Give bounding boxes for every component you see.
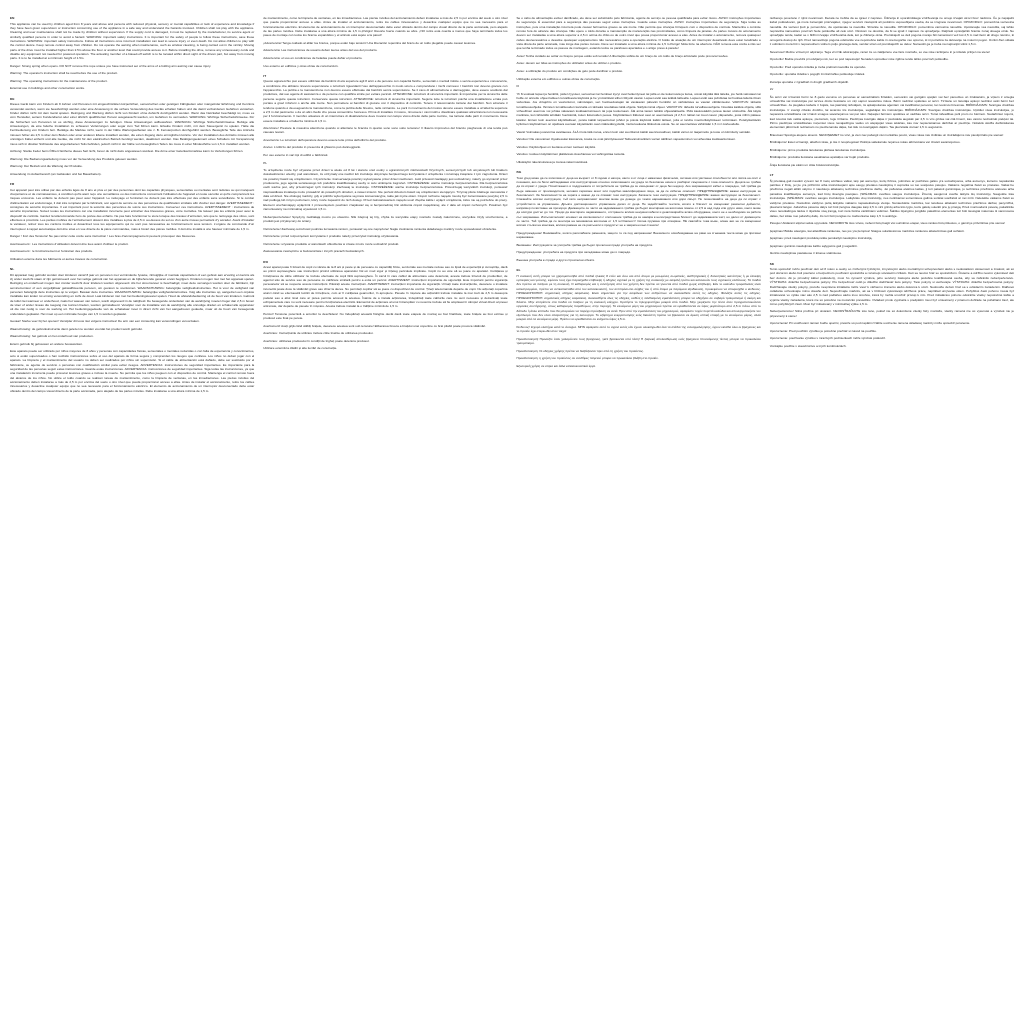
paragraph: Gevaar! Sterke veer bij het openen! Verwijder dit touw niet volgens instructies! De arm van een zonwering kan verwondingen veroorzaken. [10, 319, 200, 324]
paragraph: Ārēja lietošana pie ēkām un citās būvkonstrukcijās. [769, 162, 840, 167]
paragraph: Šo ierīci var izmantot bērni no 8 gadu vecuma un personas ar samazinātām fiziskām, sensorām vai garīgām spējām vai bez pieredzes un zināšanām, ja viņiem ir sniegta uzraudzība vai instrukcijas par ierīces drošu lietošanu un viņi saprot iesaistītos riskus. Bērni nedrīkst spēlēties ar ierīci. Tīrīšanu un lietotāja apkopi nedrīkst veikt bērni bez uzraudzības. Ja piegādes kabelis ir bojāts, tas jāaizstāj ražotājam, tā apkalpošanas aģentam vai kvalificētai personai, lai novērstu briesmas. BRĪDINĀJUMS: Svarīgas drošības instrukcijas. Ir svarīgi cilvēku drošību, lai ievērotu šīs instrukcijas, saglabājiet šīs instrukcijas. BRĪDINĀJUMS: Svarīgas drošības instrukcijas. Izpildiet visas instrukcijas, jo nepareiza uzstādīšana var izraisīt smagus savainojumus vai pat nāvi. Neļaujiet bērniem spēlēties ar vadības ierīci. Turiet tālvadības pulti prom no bērniem. Nedarbiniet nojumi, kad tuvumā tiek veikta apkope, piemēram, logu tīrīšana. Piedziņas kustīgās daļas ir jāuzstāda augstāk par 2,5 m virs grīdas vai citā līmenī, kas varētu nodrošināt piekļuvi tai. Pirms piedziņas uzstādīšanas noņemiet visus nevajadzīgos vadus un atspējojiet visas iekārtas, kas nav nepieciešamas darbībai ar piedziņu. Noliektā slēdža darbināšanas elementam jābūt tieši redzamam no piedzenamās daļas, bet tālu no kustīgajām daļām. Tas jāuzstāda vismaz 1,5 m augstumā. [769, 94, 1014, 130]
paragraph: Dieses Gerät kann von Kindern ab 8 Jahren und Personen mit eingeschränkten körperlichen, sensorischen oder geistigen Fähigkeiten oder mangelnder Erfahrung und Kenntnis verwendet werden, wenn sie beaufsichtigt werden oder eine Anweisung in die sichere Verwendung des Geräts erhalten haben und die damit verbundenen Gefahren verstehen. Kinder dürfen nicht mit dem Gerät spielen. Reinigung und Wartung dürfen nicht von Kindern ohne Aufsicht durchgeführt werden. Wenn das Netzkabel beschädigt ist, muss es vom Hersteller, seinem Kundendienst oder einer ähnlich qualifizierten Person ausgetauscht werden, um Gefahren zu vermeiden. WARNUNG: Wichtige Sicherheitshinweise. Für die Sicherheit von Personen ist es wichtig, diese Anweisungen zu befolgen. Diese Anweisungen aufbewahren. WARNUNG: Wichtige Sicherheitshinweise. Befolge alle Anweisungen, da eine falsche Installation zu schweren Verletzungen oder sogar zum Tod führen kann. Erlaube Kindern nicht, mit dem Steuergerät zu spielen. Halte die Fernbedienung von Kindern fern. Betätige die Markise nicht, wenn in der Nähe Wartungsarbeiten wie z. B. Fensterputzen durchgeführt werden. Bewegliche Teile des Antriebs müssen höher als 2,5 m über dem Boden oder einer anderen Ebene installiert werden, die einen Zugang dazu ermöglichen könnte. Vor der Installation des Antriebs müssen alle unnötigen Kabel entfernt und alle Geräte, die nicht für den elektrischen Betrieb benötigt werden, deaktiviert werden. Das Betätigungselement eines Schalters mit Vorspannung muss sich in direkter Sichtweite des angetriebenen Teils befinden, jedoch nicht in der Nähe von beweglichen Teilen. Es muss in einer Mindesthöhe von 1,5 m installiert werden. [10, 102, 255, 146]
language-section [517, 268, 761, 368]
paragraph: Cet appareil peut être utilisé par des enfants âgés de 8 ans et plus et par des personnes dont les capacités physiques, sensorielles ou mentales sont réduites ou qui manquent d'expérience et de connaissances, à condition qu'ils aient reçu une surveillance ou des instructions concernant l'utilisation de l'appareil en toute sécurité et qu'ils comprennent les risques encourus. Les enfants ne doivent pas jouer avec l'appareil. Le nettoyage et l'entretien ne doivent pas être effectués par des enfants sans surveillance. Si le cordon d'alimentation est endommagé, il doit être remplacé par le fabricant, son agent de service ou des personnes de qualification similaire afin d'éviter tout danger. AVERTISSEMENT : consignes de sécurité importantes. Il est important pour la sécurité des personnes de suivre ces instructions. Conserver ces instructions. AVERTISSEMENT : instructions de sécurité importantes. Suivez toutes les instructions car une installation incorrecte peut entraîner des blessures graves, voire mortelles. Ne laissez pas les enfants jouer avec le dispositif de contrôle. Gardez la télécommande hors de portée des enfants. Ne pas faire fonctionner le store lorsque des travaux d'entretien, tels que le nettoyage des vitres, sont effectués à proximité. Les parties mobiles de l'entraînement doivent être installées à plus de 2,5 m au-dessus du sol ou d'un autre niveau permettant d'y accéder. Avant d'installer le variateur, retirez tous les cordons inutiles et désactivez tous les équipements qui ne sont pas nécessaires au fonctionnement sous tension. L'organe de commande d'un interrupteur à rappel automatique doit être situé en vue directe de la pièce commandée, mais à l'écart des pièces mobiles. Il doit être installé à une hauteur minimale de 1,5 m. [10, 187, 255, 231]
column-1 [10, 16, 254, 399]
paragraph: Aviso: devem ser lidas as instruções do utilizador antes de utilizar o produto. [516, 61, 622, 66]
language-code-heading: IT [263, 73, 267, 78]
paragraph: Įspėjimas! Būkite atsargūs, kai atleidžiate rankenas, nes jos yra įtemptos! Staigus sulankstomos markizės rankenos atlaisvinimas gali sužaloti. [769, 228, 965, 233]
language-section [10, 16, 254, 91]
paragraph: Warnung: Der Betrieb und die Wartung der Produkte. [10, 164, 83, 169]
paragraph: Ostrzeżenie: używanie produktu w warunkach oblodzenia w czasie mrozu może uszkodzić produkt. [263, 241, 400, 246]
language-code-heading: NL [10, 267, 15, 272]
paragraph: Nevarnost! Močne vzmeti pri odpiranju. Tega vrvi NE odstranjujte, razen če so zaključene vse faze montaže, so vse roke razširjene in je izdelek pritrjen na steno! [769, 49, 991, 54]
paragraph: Brīdinājums! Esiet uzmanīgi, atlaižot rokas, jo tās ir nospriegotas! Pēkšņa saliekamās nojumes rokas atbrīvošana var izraisīt savainojumus. [769, 140, 961, 145]
paragraph: To urządzenie może być używane przez dzieci w wieku od 8 lat i starsze oraz osoby o ograniczonych zdolnościach fizycznych, sensorycznych lub umysłowych lub brakiem doświadczenia i wiedzy, pod warunkiem, że otrzymały one nadzór lub instrukcje dotyczące bezpiecznego korzystania z urządzenia i rozumieją związane z tym zagrożenia. Dzieci nie powinny bawić się urządzeniem. Czyszczenie i konserwacja powinny wykonywane przez dzieci nadzorem. Jeśli przewód zasilający jest uszkodzony, należy go wymienić przez producenta, jego agenta serwisowego lub podobnie kwalifikowanej osoby w celu uniknięcia zagrożeń. OSTRZEŻENIE: ważne instrukcje bezpieczeństwa. Dla bezpieczeństwa osób ważne jest, aby przestrzegać tych instrukcji. Zachowaj te instrukcje. OSTRZEŻENIE: ważne instrukcje bezpieczeństwa. Przestrzegaj wszystkich instrukcji, ponieważ nieprawidłowa instalacja może prowadzić do poważnych obrażeń, a nawet śmierci. Nie pozwól dzieciom bawić się urządzeniem sterującym. Trzymaj pilota zdalnego sterowania z dala od dzieci. Nie obsługuj markizy, gdy w pobliżu wykonywane są prace konserwacyjne, takie jak mycie okien. Części ruchome napędu muszą być zamontowane powyżej 2,5 m nad podłogą lub innym poziomem, który może zapewnić do nich dostęp. Przed zainstalowaniem napędu usuń zbędne kable i wyłącz urządzenia, które nie są potrzebne do pracy. Element uruchamiający wyłącznik z przesunięciem powinien znajdować się w bezpośredniej linii widzenia części napędzanej, ale z dala od części ruchomych. Powinien być zamontowany na minimalnej wysokości 1,5 m. [263, 168, 508, 212]
paragraph: Aviso! Tenha cuidado ao soltar os braços porque estão sob tensão! A libertação súbita de um braço de um toldo de braço articulado pode provocar lesões. [516, 53, 729, 58]
language-section [10, 267, 254, 393]
paragraph: Acest aparat poate fi folosit de copii cu vârsta de la 8 ani și peste și de persoane cu capacități fizice, senzoriale sau mentale reduse sau cu lipsă de experiență și cunoștințe, dacă au primit supraveghere sau instrucțiuni privind utilizarea aparatului într-un mod sigur și înțeleg pericolele implicate. Copiii nu au voie să se joace cu aparatul. Curățarea și întreținerea de către utilizator nu trebuie efectuate de copii fără supraveghere. În cazul în care cablul de alimentare este deteriorat, acesta trebuie înlocuit de producător, de agentul său de service sau de persoane cu calificare similară pentru a evita un pericol. AVERTISMENT: instrucțiuni importante de siguranță. Este important pentru siguranța persoanelor să se respecte aceste instrucțiuni. Păstrați aceste instrucțiuni. AVERTISMENT: instrucțiuni importante de siguranță. Urmați toate instrucțiunile, deoarece o instalare incorectă poate duce la vătămări grave sau chiar la deces. Nu permiteți copiilor să se joace cu dispozitivul de control. Țineți telecomanda departe de copii. Nu acționați copertina atunci când se efectuează lucrări de întreținere, cum ar fi curățarea geamurilor, în apropiere. Piesele în mișcare ale acționării trebuie instalate la mai mult de 2,5 m deasupra podelei sau a altui nivel care ar putea permite accesul la acestea. Înainte de a instala acționarea, îndepărtați toate cablurile care nu sunt necesare și dezactivați toate echipamentele care nu sunt necesare pentru funcționarea electrică. Elementul de acționare al unui întrerupător cu revenire trebuie să fie amplasat în câmpul vizual direct al piesei antrenate, dar departe de piesele în mișcare. Acesta trebuie instalat la o înălțime minimă de 1,5 m. [263, 265, 508, 309]
paragraph: Aviso: a utilização do produto em condições de gelo pode danificar o produto. [516, 69, 624, 73]
paragraph: Προειδοποίηση! Προσέξτε όταν χαλαρώνετε τους βραχίονες, γιατί βρίσκονται υπό τάση! Η ξαφνική απελευθέρωση ενός βραχίονα πτυσσόμενης τέντας μπορεί να προκαλέσει τραυματισμό. [516, 336, 761, 345]
instruction-text [263, 79, 507, 253]
paragraph: Uso externo en edificios y otras obras de construcción. [263, 63, 339, 68]
instruction-text [770, 267, 1014, 348]
paragraph: Anwendung im Außenbereich (an Gebäuden und bei Bauarbeiten). [10, 171, 102, 176]
paragraph: Κίνδυνος! Ισχυρό ελατήριο κατά το άνοιγμα. ΜΗΝ αφαιρείτε αυτό το σχοινί εκτός εάν έχουν ολοκληρωθεί όλα τα στάδια της συναρμολόγησης, έχουν εκταθεί όλοι οι βραχίονες και το προϊόν έχει στερεωθεί στον τοίχο! [516, 324, 761, 334]
paragraph: Upozornenie: Pred použitím výrobku je potrebné prečítať si návod na použitie. [769, 328, 877, 333]
paragraph: Внимание: Инструкциите за употреба трябва да бъдат прочетени преди употреба на продукта. [516, 242, 653, 247]
paragraph: Pavojus! Atidarant stipriai veikia spyruoklė. NENUIMKITE šios virvės, nebent būtų baigti visi surinkimo etapai, visos rankos būtų ištiestos, o gaminys pritvirtintas prie sienos! [769, 221, 1006, 226]
language-code-heading: SK [769, 261, 775, 266]
paragraph: Niebezpieczeństwo! Sprężyny zadziałają mocno po otwarciu. NIE zdejmuj tej liny, chyba że wszystkie etapy montażu zostały zakończone, wszystkie trzyły uruchomione, a produkt jest przykręcony do ściany. [263, 214, 508, 224]
language-section [10, 97, 254, 176]
paragraph: Utilizare externă la clădiri și alte lucrări de construcție. [263, 346, 338, 351]
language-code-heading: LT [769, 173, 774, 178]
paragraph: Extern gebruik bij gebouwen en andere bouwwerken. [10, 341, 83, 346]
paragraph: Varoitus! Ole varovainen löysätessäsi käsivarsia, koska ne ovat jännityksessä! Taittovarsimarkiisin varren äkillinen vapautuminen voi aiheuttaa loukkaantumisen. [516, 137, 736, 142]
paragraph: Zastosowanie zewnętrzne w budownictwie i innych pracach budowlanych. [263, 249, 365, 254]
paragraph: Vaara! Voimakas jousivoima avattaessa. ÄLÄ irrota tätä narua, ennen kuin olet suorittanut kaikki asennusvaiheet, kaikki varret on laajennettu ja tuote on kiinnitetty seinään. [516, 129, 751, 134]
column-2 [263, 16, 507, 357]
instruction-text [10, 273, 254, 393]
paragraph: Šį prietaisą gali naudoti vyresni nei 8 metų amžiaus vaikai, taip pat asmenys, kurių fizinės, jutiminės ar psichinės galios yra sumažėjusios, arba asmenys, kuriems nepakanka patirties ir žinių, jei jie yra prižiūrimi arba instruktuojami apie saugų prietaiso naudojimą ir supranta su tuo susijusius pavojus. Vaikams negalima žaisti su prietaisu. Vaikai be priežiūros negali atlikti valymo ir naudotojo atliekamų techninės priežiūros darbų. Jei pažeistas elektros laidas, jį turi pakeisti gamintojas, jo techninės priežiūros atstovas arba panašios kvalifikacijos asmenys, kad būtų išvengta pavojaus. ĮSPĖJIMAS: svarbios saugos instrukcijos. Žmonių saugumui svarbu laikytis šių instrukcijų. Saugokite šias instrukcijas. ĮSPĖJIMAS: svarbios saugos instrukcijos. Laikykitės visų instrukcijų, nes netinkamai sumontavus galima sunkiai susižaloti ar net mirti. Neleiskite vaikams žaisti su valdymo prietaisu. Nuotolinio valdymo pultą laikykite vaikams nepasiekiamoje vietoje. Nenaudokite markizės, kai netoliese atliekami techninės priežiūros darbai, pavyzdžiui, plaunami langai. Judančios pavaros dalys turi būti įrengtos daugiau kaip 2,5 m virš grindų arba kito lygio, kuris galėtų suteikti prie jų prieigą. Prieš montuodami pavarą, pašalinkite visus nereikalingus laidus ir išjunkite visą įrangą, kuri nėra būtina varikliniam veikimui. Šališko išjungimo jungiklio paleidimo elementas turi būti tiesiogiai matomas iš varomosios dalies, bet toliau nuo judančių dalių. Jis turi būti įrengtas ne mažesniame kaip 1,5 m aukštyje. [769, 178, 1014, 218]
language-section [263, 74, 507, 254]
instruction-text [10, 102, 254, 176]
language-section [770, 173, 1014, 255]
paragraph: Vonkajšie použitie v stavebníctve a iných konštrukciách. [769, 343, 847, 348]
paragraph: Предупреждение! Внимавайте, когато разхлабвате рамената, защото те са под напрежение! Внезапното освобождаване на рамо на сгъваема тента може да причини нараняване. [516, 230, 761, 240]
paragraph: Varoitus: Käyttöohjeet on luettava ennen tuotteen käyttöä. [516, 144, 596, 149]
instruction-text [263, 16, 507, 68]
paragraph: Brīdinājums: pirms produkta lietošanas jāizlasa lietošanas instrukcijas. [769, 147, 867, 152]
instruction-text [517, 274, 761, 368]
paragraph: Opozorilo: uporaba izdelka v pogojih zmrzali lahko poškoduje izdelek. [769, 72, 866, 77]
instruction-text [770, 179, 1014, 256]
paragraph: LV [769, 87, 774, 92]
instruction-text [263, 265, 507, 350]
paragraph: Dit apparaat mag gebruikt worden door kinderen vanaf 8 jaar en personen met verminderde fysieke, zintuiglijke of mentale capaciteiten of een gebrek aan ervaring en kennis als zij onder toezicht staan of zijn geïnstrueerd over het veilige gebruik van het apparaat en de bijbehorende gevaren ervan begrijpen. Kinderen mogen niet met het apparaat spelen. Reiniging en onderhoud mogen niet zonder toezicht door kinderen worden uitgevoerd. Als het stroomsnoer is beschadigd, moet deze vervangen worden door de fabrikant, zijn servicemonteur of een vergelijkbaar gekwalificeerde persoon, om gevaren te voorkomen. WAARSCHUWING: belangrijke veiligheidsinstructies. Het is voor de veiligheid van personen belangrijk deze instructies op te volgen. Bewaar deze instructies. WAARSCHUWING: belangrijke veiligheidsinstructies. Volg alle instructies op, aangezien een onjuiste installatie kan leiden tot ernstig verwonding en zelfs de dood. Laat kinderen niet met het bedieningstoestel spelen. Houd de afstandsbediening uit de buurt van kinderen. Gebruik de luifel niet wanneer er onderhoud, zoals het wassen van ramen, wordt uitgevoerd in de nabijheid. De bewegende onderdelen van de aandrijving moeten hoger dan 2,5 m boven de vloer of ander niveau die toegang zou kunnen bieden, worden geïnstalleerd. Verwijder voor de installatie van de aandrijving alle onnodige draden en schakel alle apparatuur uit die niet nodig is voor de werking uit. Het bedieningsgedeelte van de schakelaar moet in direct zicht van het aangedreven gedeelte, maar uit de buurt van bewegende onderdelen geplaatst. Het moet op een minimale hoogte van 1,5 m worden geplaatst. [10, 272, 255, 316]
language-code-heading: EN [10, 16, 15, 20]
paragraph: PL [263, 160, 268, 165]
language-code-heading: BG [516, 170, 522, 174]
paragraph: Предупреждение: употребата на продукта при заледяване може да го повреди. [516, 250, 631, 255]
paragraph: Attenzione! Prestare la massima attenzione quando si allentano le braccia in quanto sono sono sotto tensione! Il rilascio improvviso del braccio pieghevole di una tenda può causare lesioni. [263, 126, 508, 135]
paragraph: Įspėjimas: gaminio naudojimas šalčio sąlygomis gali jį sugadinti. [769, 243, 858, 248]
paragraph: Brīdinājums: produkta lietošana sasalšanas apstākļos var bojāt produktu. [769, 155, 870, 160]
paragraph: Questo apparecchio può essere utilizzato da bambini di età superiore agli 8 anni e da persone con capacità fisiche, sensoriali o mentali ridotte o senza esperienza e conoscenza, a condizione che abbiano ricevuto supervisione o istruzioni riguardanti l'uso dell'apparecchio in modo sicuro e comprendano i rischi connessi. I bambini non devono giocare con l'apparecchio. La pulizia e la manutenzione non devono essere effettuate dai bambini senza supervisione. Se il cavo di alimentazione è danneggiato, deve essere sostituito dal produttore, dal suo agente di assistenza o da persone con qualifica simile per evitare pericoli. ATTENZIONE: istruzioni di sicurezza importanti. È importante per la sicurezza delle persone seguire queste istruzioni. Conservare queste istruzioni. ATTENZIONE: istruzioni di sicurezza importanti. Seguire tutte le istruzioni poiché una installazione errata può portare a gravi infortuni o anche alla morte. Non permettere ai bambini di giocare con il dispositivo di controllo. Tenere il telecomando lontano dai bambini. Non azionare il tendone quando è da eseguendo la manutenzione, come la pulizia delle finestre, nelle vicinanze. Le parti in movimento del motore devono essere installate a un'altezza superiore a 2,5 m dal pavimento o da un altro livello che possa consentirne l'accesso. Prima di installare il motore, rimuovere i cavi inutili e disattivare qualsiasi attrezzatura non necessaria per il funzionamento. Il membro attuatore di un interruttore di disattivazione deve trovarsi nel campo visivo diretto della parte motrice, ma lontano dalle parti in movimento. Deve essere installato a un'altezza minima di 1,5 m. [263, 79, 508, 123]
paragraph: FI [516, 84, 520, 89]
language-code-heading: RO [263, 259, 269, 264]
paragraph: Warning: The operator's instruction shall be read before the use of the product. [10, 71, 118, 76]
paragraph: Per uso esterno in vari tipi di edifici e fabbricati. [263, 153, 329, 157]
column-3 [517, 16, 761, 374]
paragraph: Varoitus: tuotteen käyttäminen jäätävissä olosuhteissa voi vahingoittaa tuotetta. [516, 152, 626, 157]
paragraph: Waarschuwing: het gebruik en het onderhoud van producten. [10, 334, 94, 339]
paragraph: Yli 8-vuotiaat lapset ja henkilöt, joiden fyysiset, sensoriset tai henkiset kyvyt ovat heikentyneet tai joilla ei ole kokemusta ja tietoa, voivat käyttää tätä laitetta, jos heitä valvotaan tai heille on annettu ohjeet laitteen turvallisesta käytöstä ja he ymmärtävät siihen liittyvät vaarat. Lapset eivät saa leikkiä laitteella. Lapset eivät saa puhdistaa tai huoltaa laitetta ilman valvontaa. Jos virtajohto on vaurioitunut, valmistajan, sen huoltoedustajan tai vastaavan pätevän henkilön on vaihdettava se vaaran välttämiseksi. VAROITUS: tärkeitä turvallisuusohjeita. Ihmisten turvallisuuden kannalta on tärkeää noudattaa näitä ohjeita. Säilytä nämä ohjeet. VAROITUS: tärkeitä turvallisuusohjeita. Noudata kaikkia ohjeita, sillä virheellinen asennus voi johtaa vakavaan loukkaantumiseen tai jopa kuolemaan. Älä anna lasten leikkiä ohjauslaitteella. Pidä kaukosäädin poissa lasten ulottuvilta. Älä käytä markiisia, kun lähistöllä tehdään huoltotöitä, kuten ikkunoiden pesua. Käyttölaitteen liikkuvat osat on asennettava yli 2,5 m lattian tai muun tason yläpuolelle, josta niihin pääsee käsiksi. Ennen kuin asennat käyttölaitteen, poista kaikki tarpeettomat johdot ja poista käytöstä kaikki laitteet, joita ei tarvita moottorikäyttöiseen toimintaan. Poiskytkettävän kytkimen käyttöelimen on sijaittava suoraan käytettävän osan näköetäisyydellä, mutta kaukana liikkuvista osista. Se on asennettava vähintään 1,5 m:n korkeudelle. [516, 91, 761, 126]
paragraph: Avviso: L'utilizzo del prodotto in presenza di ghiaccio può danneggiarlo. [263, 145, 362, 150]
paragraph: Ostrzeżenie! Zachowaj ostrożność podczas luzowania ramion, ponieważ są one naprężone! Nagłe zwolnienie ramienia składanego markizy może spowodować obrażenia. [263, 226, 497, 231]
paragraph: Avertisment! Aveți grijă când slăbiți brațele, deoarece acestea sunt sub tensiune! Eliberarea brusca a brațului unei copertine cu brat pliabil poate provoca vătămări. [263, 323, 487, 328]
paragraph: Avertissement : le fonctionnement et l'entretien des produits. [10, 249, 93, 254]
paragraph: Išorinis naudojimas pastatuose ir kituose statiniuose. [769, 251, 843, 256]
paragraph: Pericol! Tensiune puternică a arcurilor la deschidere! Nu îndepărtați această frânghie decât dacă toate etapele de montaj au fost finalizate, toate brațele au fost extinse și produsul este fixat pe perete. [263, 311, 508, 321]
language-code-heading: EL [516, 268, 521, 273]
language-section [263, 16, 507, 68]
paragraph: Avvertenza: Le istruzioni dell'operatore devono essere lette prima dell'utilizzo del prodotto. [263, 137, 387, 142]
language-section [263, 260, 507, 351]
language-section [517, 16, 761, 164]
paragraph: External use in buildings and other construction works. [10, 86, 85, 91]
instruction-text [517, 176, 761, 263]
paragraph: Προειδοποίηση: η χρήση του προϊόντος σε συνθήκες παγετού μπορεί να προκαλέσει βλάβη στο προϊόν. [516, 356, 659, 361]
paragraph: Този уред може да се използва от деца на възраст от 8 години и нагоре, както и от лица с намалени физически, сетивни или умствени способности или липса на опит и познания, ако са били наблюдавани или инструктирани относно използването на уреда по безопасен начин и разбират свързаните с това опасности. Децата не трябва да си играят с уреда. Почистването и поддръжката от потребителя не трябва да се извършват от деца без надзор. Ако захранващият кабел е повреден, той трябва да бъде заменен от производителя, неговия сервизен агент или подобно квалифицирани лица, за да се избегне опасност. ПРЕДУПРЕЖДЕНИЕ: важни инструкции за безопасност. За безопасността на хората е важно да се спазват тези инструкции. Запазете тези инструкции. ПРЕДУПРЕЖДЕНИЕ: важни инструкции за безопасност. Спазвайте всички инструкции, тъй като неправилният монтаж може да доведе до тежки наранявания или дори смърт. Не позволявайте на деца да си играят с устройството за управление. Дръжте дистанционното управление далеч от деца. Не задействайте тентата, когато в близост се извършват ремонтни дейности, например почистване на прозорци. Движещите се части на задвижването трябва да бъдат монтирани на височина повече от 2,5 м над пода или друго ниво, което може да осигури достъп до тях. Преди да монтирате задвижването, отстранете всички ненужни кабели и деактивирайте всяко оборудване, което не е необходимо за работа със захранване. Изпълнителният елемент на изключвател с отклонение трябва да се намира в непосредствена близост до задвижваната част, но далеч от движещите се части. Той трябва да се монтира на минимална височина от 1,5 м.Опасност! Силна пружина при отваряне. НЕ сваляйте това въже, освен ако не са завършени всички стъпки на монтажа, всички рамена не са разгънати и продуктът не е закрепен към стената! [516, 175, 761, 228]
instruction-text [10, 22, 254, 91]
paragraph: Tento spotrebič môžu používať deti od 8 rokov a osoby so zníženými fyzickými, zmyslovými alebo mentálnymi schopnosťami alebo s nedostatkom skúseností a znalostí, ak sú pod dozorom alebo boli poučené o bezpečnom používaní spotrebiča a rozumejú súvisiacim rizikám. Deti sa nesmú hrať so spotrebičom. Čistenie a údržbu nesmú vykonávať deti bez dozoru. Ak je prívodný kábel poškodený, musí ho vymeniť výrobca, jeho servisný zástupca alebo podobne kvalifikovaná osoba, aby sa zabránilo nebezpečenstvu. VÝSTRAHA: dôležité bezpečnostné pokyny. Pre bezpečnosť osôb je dôležité dodržiavať tieto pokyny. Tieto pokyny si uschovajte. VÝSTRAHA: dôležité bezpečnostné pokyny. Dodržiavajte všetky pokyny, pretože nesprávna inštalácia môže viesť k vážnemu zraneniu alebo dokonca k smrti. Nedovoľte deťom hrať sa s ovládacím zariadením. Diaľkové ovládanie uchovávajte mimo dosahu detí. Nepoužívajte markízu, ak sa v blízkosti vykonávajú údržbové práce, napríklad umývanie okien. Pohyblivé časti pohonu musia byť inštalované vo výške viac ako 2,5 m nad podlahou alebo inou úrovňou, ktorá by mohla umožniť prístup k nim. Pred inštaláciou pohonu odstráňte všetky nepotrebné káble a vypnite všetky zariadenia, ktoré nie sú potrebné na motorickú prevádzku. Ovládací prvok vypínača s predpätím musí byť umiestnený v priamom dohľade na poháňanú časť, ale mimo pohyblivých častí. Musí byť inštalovaný v minimálnej výške 1,5 m. [769, 267, 1014, 306]
instruction-text [770, 16, 1014, 167]
paragraph: Se o cabo de alimentação estiver danificado, ele deve ser substituído pelo fabricante, agente de serviço ou pessoa qualificada para evitar riscos. AVISO: instruções importantes de segurança. É essencial para a segurança das pessoas seguir estas instruções. Guarde estas instruções. AVISO: instruções importantes de segurança. Siga todas as instruções, pois uma instalação incorreta pode causar ferimentos graves ou até morte. Não permita que crianças brinquem com o dispositivo de controle. Mantenha o controle remoto fora do alcance das crianças. Não opere o toldo durante a manutenção de manutenção nas proximidades, como limpeza de janelas. As partes móveis do acionamento devem ser instaladas a uma altura superior a 2,5 m acima do chão ou de outro nível que possa proporcionar acesso a elas. Antes de instalar o acionamento, remova quaisquer cabos desnecessários e desative quaisquer equipamentos não necessários para a operação elétrica. O botão de atuação de um interruptor desativado deve estar localizado a vista direta da parte acionada, mas longe das partes móveis. Deve ser instalado a uma altura mínima de 1,5 m.Perigo! Mola forte na abertura. NÃO remova esta corda a não ser que tenha terminado todos os passos de montagem, estando todos os parafusos apertados e o artigo preso à parede! [516, 16, 761, 51]
language-section [10, 182, 254, 261]
paragraph: Danger ! Fort des Tensions! Ne pas retirer cette corde sans instruction ! Les bras d'accompagnement peuvent provoquer des blessures. [10, 234, 196, 239]
paragraph: Achtung: Starke Feder beim Öffnen! Entferne dieses Seil nicht, bevor du nicht dazu angewiesen wurdest. Die Arme einer Gelenkarmmarkise kann zu Verletzungen führen. [10, 149, 244, 154]
paragraph: Upozornenie: používanie výrobku v mrazivých podmienkach môže výrobok poškodiť. [769, 336, 886, 341]
paragraph: Avertissement : Les instructions d'utilisation doivent être lues avant d'utiliser le produit. [10, 241, 129, 246]
paragraph: Advertencia: Las instrucciones de usuario deben leerse antes del uso del producto. [263, 48, 378, 53]
instruction-text [517, 16, 761, 164]
language-code-heading: DE [10, 96, 15, 101]
paragraph: Upozornenie! Pri uvoľňovaní ramien buďte opatrní, pretože sú pod napätím! Náhle uvoľnenie ramena skladacej markízy môže spôsobiť poranenie. [769, 321, 971, 326]
paragraph: Zunanja uporaba v zgradbah in drugih gradbenih objektih. [769, 79, 850, 84]
paragraph: Advertencia: el uso en condiciones de heladas puede dañar el producto. [263, 55, 363, 60]
paragraph: Briesmas! Spēcīga atspere atverot. NENOŅEMIET šo virvi, ja vien nav pabeigti visi montāžas posmi, visas rokas nav izvilktas un izstrādājums nav piestiprināts pie sienas! [769, 132, 1004, 137]
paragraph: Ostrzeżenie: przed rozpoczęciem korzystania z produktu należy przeczytać instrukcję użytkowania. [263, 234, 400, 239]
paragraph: Warning: The operating instructions for the maintenance of the product. [10, 78, 108, 83]
paragraph: Įspėjimas: prieš naudojant produktą reikia perskaityti naudojimo instrukciją. [769, 236, 873, 241]
paragraph: Avertizare: Instrucțiunile de utilizare trebuie citite înainte de utilizarea produsului. [263, 331, 374, 336]
paragraph: Opozorilo! Bodite previdni pri odvijanju rok, ker so pod napetostjo! Nenaden sprostitev roke zgibne tende lahko povzroči poškodbe. [769, 57, 949, 62]
paragraph: Външна употреба в сгради и други строителни обекти. [516, 257, 596, 262]
paragraph: Warnung: Die Bedienungsanleitung muss vor der Verwendung des Produkts gelesen werden. [10, 156, 138, 161]
paragraph: de mantenimiento, como la limpieza de ventanas, en las inmediaciones. Las piezas móviles del accionamiento deben instalarse a más de 2,5 m por encima del suelo u otro nivel que pueda proporcionar acceso a ellas. Antes de instalar el accionamiento, retire los cables innecesarios y desactive cualquier equipo que no sea necesario para el funcionamiento eléctrico. El elemento de accionamiento de un interruptor desconectado debe estar ubicado dentro del campo visual directo de la parte accionada, pero alejado de las partes móviles. Debe instalarse a una altura mínima de 1,5 m.¡Peligro! Resorte fuerte cuando se abre. ¡NO retire esta cuerda a menos que haya terminado todos los pasos de montaje con todos los brazos expandidos y el articulo está sujeto a la pared! [263, 16, 508, 38]
paragraph: Waarschuwing: de gebruiksinstructie dient gelezen te worden voordat het product wordt gebruikt. [10, 326, 143, 331]
paragraph: razberejo povezano z njimi nevarnosti. Decata ne trebba da se igraet z napravo. Čiščenja in uporabniškega vzdrževanja ne smejo izvajati otroci brez nadzora. Če je napajalni kabel poškodovan, ga mora zamenjati proizvajalec, njegov servisni zastopnik ali podobno usposobljena oseba, da se izognete nevarnosti. OPOZORILO: pomembna varnostna navodila. Za varnost ljudi je pomembno, da upoštevate ta navodila. Shranite ta navodila. OPOZORILO: pomembna varnostna navodila. Upoštevajte vsa navodila, saj lahko nepravilna namestitev povzroči hude poškodbe ali celo smrt. Otrokom ne dovolite, da bi se igrali z napravo za upravljanje. Daljinski upravljalnik hranite zunaj dosega otrok. Ne upravljajte tende, kadar se v bližini izvajajo vzdrževalna dela, kot je čiščenje okna. Premikajoči se deli pogona morajo biti namešceni več kot 2,5 m nad tlemi ali drugo ravnino, ki omogoča dostop do njih. Pred namestitvijo pogona odstranite vse nepotrebne kable in onemogočite vso opremo, ki ni potrebna za delovanje na motorni pogon. Izvršni člen stikala z odmikom mora biti v neposrednem vidnem polju gnanega dela, vendar stran od premikajočih se delov. Namestiti ga je treba na najmanjši višini 1,5 m. [769, 16, 1014, 47]
instruction-text [10, 188, 254, 262]
paragraph: Προειδοποίηση: Οι οδηγίες χρήσης πρέπει να διαβάζονται πριν από τη χρήση του προϊόντος. [516, 348, 644, 353]
paragraph: Utilização externa em edifícios e outras obras de construção. [516, 76, 601, 81]
paragraph: Nebezpečenstvo! Silná pružina pri otváraní. NEODSŤRAŇUJTE toto lano, pokiaľ nie sú dokončené všetky fázy montáže, všetky ramená nie sú vysunuté a výrobok nie je pripevnený k stene! [769, 309, 1014, 318]
paragraph: Danger: Strong spring when opens. DO NOT remove this rope unless you have instructed set of the arms of a folding arm awning can cause injury. [10, 63, 212, 68]
paragraph: ¡Advertencia! Tenga cuidado al afilar los brazos, porque están bajo tensión! Una liberación repentina del brazo de un toldo plegable puede causar lesiones. [263, 40, 477, 45]
paragraph: Opozorilo: Pred uporabo izdelka je treba prebrati navodila za uporabo. [769, 64, 867, 69]
paragraph: Avertizare: utilizarea produsului în condiții de îngheț poate deteriora produsul. [263, 338, 370, 343]
paragraph: This appliance can be used by children aged from 8 years and above and persons with reduced physical, sensory or mental capabilities or lack of experience and knowledge if they have been given supervision or instruction concerning use of the appliance in a safe way and understand the hazards involved. Children shall not play with the appliance. Cleaning and user maintenance shall not be made by children without supervision. If the supply cord is damaged, it must be replaced by the manufacturer, its service agent or similarly qualified persons in order to avoid a hazard. WARNING: important safety instructions. It is important for the safety of people to follow these instructions, save these instructions. WARNING: important safety instructions. Follow all instructions once incorrect installation can lead to severe injury or even death. Do not allow children to play with the control device. Keep remote control away from children. Do not operate the awning when maintenance, such as window cleaning, is being carried out in the vicinity. Moving parts of the drive must be installed higher than 2.5m above the floor or another level that could provide access to it. Before installing the drive, remove any unnecessary cords and disable any equipment not needed for powered operation. The actuating member of a biased-off switch is to be located within direct sight of the driven part, but away from moving parts. It is to be installed at a minimum height of 1.5m. [10, 21, 255, 61]
column-4 [770, 16, 1014, 354]
paragraph: Ulkokäyttö rakennuksissa ja muissa rakennustöissä. [516, 159, 589, 164]
paragraph: Εξωτερική χρήση σε κτίρια και άλλα κατασκευαστικά έργα. [516, 363, 597, 368]
paragraph: Η συσκευή αυτή μπορεί να χρησιμοποιηθεί από παιδιά ηλικίας 8 ετών και άνω και από άτομα με μειωμένες σωματικές, αισθητηριακές ή διανοητικές ικανότητες ή με έλλειψη εμπειρίας και γνώσης, εφόσον τους έχει παρασχεθεί επίβλεψη ή οδηγίες σχετικά με τη χρήση της συσκευής με ασφαλή τρόπο και κατανοούν τους σχετικούς κινδύνους. Τα παιδιά δεν πρέπει να παίζουν με τη συσκευή. Ο καθαρισμός και η συντήρηση από τον χρήστη δεν πρέπει να γίνονται από παιδιά χωρίς επίβλεψη. Εάν το καλώδιο τροφοδοσίας είναι κατεστραμμένο, πρέπει να αντικατασταθεί από τον κατασκευαστή, τον αντιπρόσωπο σέρβις του ή από άτομα με παρόμοια εξειδίκευση, προκειμένου να αποφευχθεί ο κίνδυνος. ΠΡΟΕΙΔΟΠΟΙΗΣΗ: σημαντικές οδηγίες ασφαλείας. Είναι σημαντικό για την ασφάλεια των ανθρώπων να ακολουθείτε αυτές τις οδηγίες. Φυλάξτε αυτές τις οδηγίες. ΠΡΟΕΙΔΟΠΟΙΗΣΗ: σημαντικές οδηγίες ασφαλείας. Ακολουθήστε όλες τις οδηγίες, καθώς η λανθασμένη εγκατάσταση μπορεί να οδηγήσει σε σοβαρό τραυματισμό ή ακόμη και θάνατο. Μην επιτρέπετε στα παιδιά να παίζουν με τη συσκευή ελέγχου. Κρατήστε το τηλεχειριστήριο μακριά από παιδιά. Μην χειρίζεστε την τέντα όταν πραγματοποιούνται εργασίες συντήρησης, όπως καθαρισμός παραθύρων, στην περιοχή. Τα κινούμενα μέρη του μηχανισμού πρέπει να εγκαθίστανται σε ύψος μεγαλύτερο από 2,5 m πάνω από το δάπεδο ή άλλο επίπεδο που θα μπορούσε να παρέχει πρόσβαση σε αυτά. Πριν από την εγκατάσταση του μηχανισμού, αφαιρέστε τυχόν περιττά καλώδια και απενεργοποιήστε τον εξοπλισμό που δεν είναι απαραίτητος για τη λειτουργία. Το εξάρτημα ενεργοποίησης ενός διακόπτη πρέπει να βρίσκεται σε άμεση οπτική επαφή με το κινούμενο μέρος, αλλά μακριά από τα κινούμενα μέρη. Πρέπει να εγκαθίσταται σε ελάχιστο ύψος 1,5 m. [516, 273, 761, 322]
language-code-heading: FR [10, 181, 15, 186]
language-section [770, 16, 1014, 167]
paragraph: Utilisation externe dans les bâtiments et autres travaux de construction. [10, 256, 109, 261]
language-section [770, 262, 1014, 349]
paragraph: Este aparato puede ser utilizado por niños mayores de 8 años y personas con capacidades físicas, sensoriales o mentales reducidas o con falta de experiencia y conocimientos, solo si están supervisados o han recibido instrucciones sobre el uso del aparato de forma segura y comprenden los riesgos que conlleva. Los niños no deben jugar con el aparato. La limpieza y el mantenimiento del usuario no deben ser realizados por niños sin supervisión. Si el cable de alimentación está dañado, debe ser sustituido por el fabricante, su agente de servicio o personas con cualificación similar para evitar riesgos. ADVERTENCIA: instrucciones de seguridad importantes. Es importante para la seguridad de las personas seguir estas instrucciones. Guarde estas instrucciones. ADVERTENCIA: instrucciones de seguridad importantes. Siga todas las instrucciones, ya que una instalación incorrecta puede provocar lesiones graves e incluso la muerte. No permita que los niños jueguen con el dispositivo de control. Mantenga el control remoto fuera del alcance de los niños. No utilice el toldo cuando se realicen tareas de mantenimiento, como la limpieza de ventanas, en las inmediaciones. Las piezas móviles del accionamiento deben instalarse a más de 2,5 m por encima del suelo u otro nivel que pueda proporcionar acceso a ellas. Antes de instalar el accionamiento, retire los cables innecesarios y desactive cualquier equipo que no sea necesario para el funcionamiento eléctrico. El elemento de accionamiento de un interruptor desconectado debe estar ubicado dentro del campo visual directo de la parte accionada, pero alejado de las partes móviles. Debe instalarse a una altura mínima de 1,5 m. [10, 349, 255, 393]
language-section [517, 170, 761, 262]
